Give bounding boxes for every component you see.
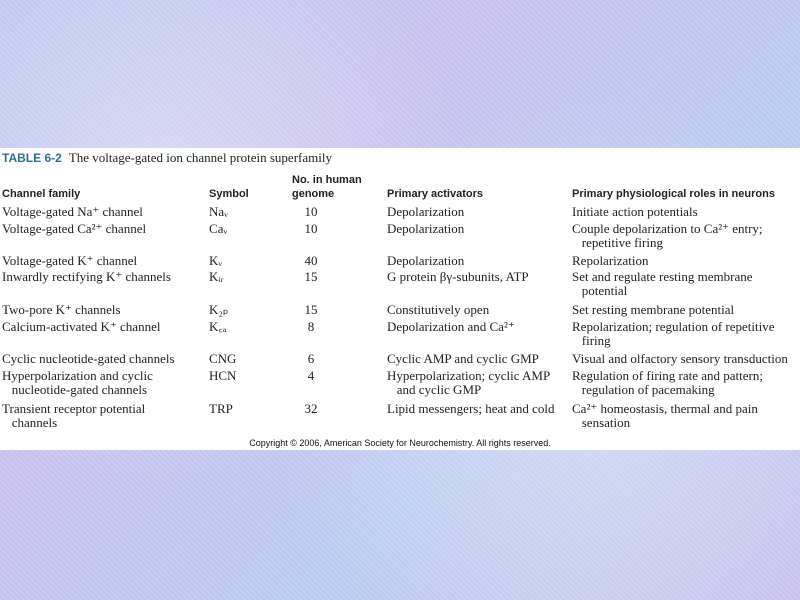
cell-symbol: HCN: [209, 368, 237, 383]
cell-physiological-roles: Repolarization: [572, 253, 649, 268]
cell-primary-activators: Cyclic AMP and cyclic GMP: [387, 351, 539, 366]
header-genome-line1: No. in human: [292, 174, 362, 186]
header-channel-family: Channel family: [2, 188, 81, 200]
cell-genome-count: 15: [304, 269, 318, 284]
cell-physiological-roles: Regulation of firing rate and pattern;: [572, 368, 763, 383]
cell-primary-activators: and cyclic GMP: [387, 382, 482, 397]
cell-channel-family: Hyperpolarization and cyclic: [2, 368, 153, 383]
cell-channel-family: Calcium-activated K⁺ channel: [2, 319, 161, 334]
cell-physiological-roles: regulation of pacemaking: [572, 382, 715, 397]
cell-channel-family: nucleotide-gated channels: [2, 382, 148, 397]
cell-primary-activators: Lipid messengers; heat and cold: [387, 401, 555, 416]
cell-channel-family: Voltage-gated Na⁺ channel: [2, 204, 143, 219]
cell-channel-family: Voltage-gated K⁺ channel: [2, 253, 138, 268]
cell-genome-count: 10: [304, 204, 318, 219]
cell-symbol: TRP: [209, 401, 233, 416]
cell-physiological-roles: firing: [572, 333, 611, 348]
cell-channel-family: Two-pore K⁺ channels: [2, 302, 121, 317]
cell-channel-family: Voltage-gated Ca²⁺ channel: [2, 221, 147, 236]
cell-primary-activators: Depolarization: [387, 253, 465, 268]
cell-channel-family: Cyclic nucleotide-gated channels: [2, 351, 175, 366]
cell-channel-family: Transient receptor potential: [2, 401, 146, 416]
cell-physiological-roles: potential: [572, 283, 628, 298]
cell-physiological-roles: Couple depolarization to Ca²⁺ entry;: [572, 221, 763, 236]
cell-genome-count: 4: [307, 368, 315, 383]
cell-physiological-roles: Initiate action potentials: [572, 204, 698, 219]
cell-genome-count: 40: [304, 253, 318, 268]
cell-genome-count: 8: [307, 319, 315, 334]
cell-genome-count: 15: [304, 302, 318, 317]
header-symbol: Symbol: [209, 188, 249, 200]
cell-primary-activators: Depolarization and Ca²⁺: [387, 319, 515, 334]
header-activators: Primary activators: [387, 188, 483, 200]
cell-primary-activators: Constitutively open: [387, 302, 490, 317]
header-genome-line2: genome: [292, 188, 335, 200]
cell-channel-family: channels: [2, 415, 58, 430]
table-caption: [2, 150, 332, 166]
cell-physiological-roles: Visual and olfactory sensory transduction: [572, 351, 788, 366]
cell-physiological-roles: Set resting membrane potential: [572, 302, 735, 317]
cell-symbol: Kᵥ: [209, 253, 223, 268]
cell-channel-family: Inwardly rectifying K⁺ channels: [2, 269, 171, 284]
header-roles: Primary physiological roles in neurons: [572, 188, 775, 200]
copyright-notice: Copyright © 2006, American Society for Neurochemistry. All rights reserved.: [249, 438, 551, 448]
cell-symbol: Caᵥ: [209, 221, 228, 236]
cell-symbol: Naᵥ: [209, 204, 228, 219]
cell-primary-activators: Hyperpolarization; cyclic AMP: [387, 368, 551, 383]
cell-physiological-roles: Repolarization; regulation of repetitive: [572, 319, 775, 334]
cell-genome-count: 6: [307, 351, 315, 366]
table-panel: [0, 148, 800, 450]
cell-symbol: Kᵢᵣ: [209, 269, 224, 284]
cell-primary-activators: Depolarization: [387, 204, 465, 219]
cell-primary-activators: G protein βγ-subunits, ATP: [387, 269, 529, 284]
cell-physiological-roles: Set and regulate resting membrane: [572, 269, 753, 284]
cell-genome-count: 10: [304, 221, 318, 236]
cell-physiological-roles: Ca²⁺ homeostasis, thermal and pain: [572, 401, 758, 416]
cell-genome-count: 32: [304, 401, 318, 416]
cell-symbol: K₂ₚ: [209, 302, 229, 317]
cell-symbol: K꜀ₐ: [209, 319, 227, 334]
cell-physiological-roles: sensation: [572, 415, 631, 430]
table-number: TABLE 6-2: [2, 151, 62, 165]
cell-symbol: CNG: [209, 351, 237, 366]
table-title: The voltage-gated ion channel protein superfamily: [68, 150, 332, 165]
cell-primary-activators: Depolarization: [387, 221, 465, 236]
cell-physiological-roles: repetitive firing: [572, 235, 663, 250]
